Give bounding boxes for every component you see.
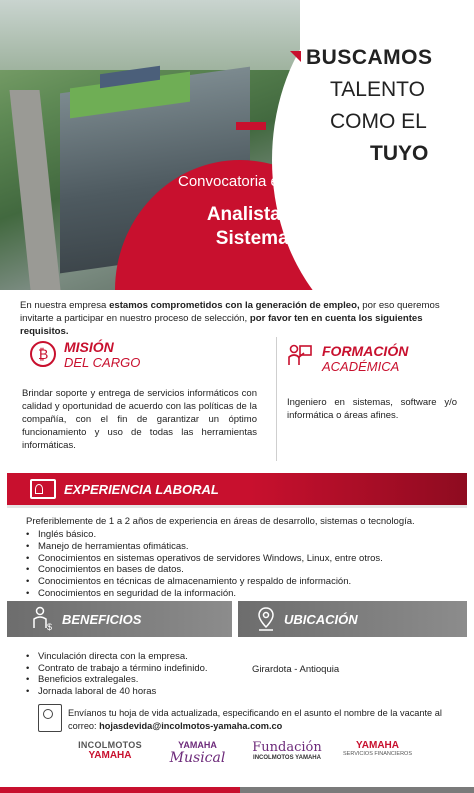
apply-email-link[interactable]: hojasdevida@incolmotos-yamaha.com.co [99, 720, 283, 731]
list-item: • Vinculación directa con la empresa. [26, 651, 208, 663]
list-item: • Beneficios extralegales. [26, 674, 208, 686]
column-divider [276, 337, 277, 461]
experience-list [26, 529, 383, 600]
headline-line-4: TUYO [370, 142, 429, 165]
formation-title-2: ACADÉMICA [322, 359, 400, 374]
benefits-list [26, 651, 208, 697]
money-person-icon [32, 606, 54, 632]
headline-line-3: COMO EL [330, 110, 427, 133]
sponsor-logos [0, 740, 474, 780]
intro-part-2: por eso queremos invitarte a participar en nuestro proceso de selección, [20, 300, 440, 324]
location-text: Girardota - Antioquia [252, 664, 340, 675]
mission-title-1: MISIÓN [64, 339, 114, 355]
experience-underline [7, 505, 467, 508]
list-item: • Conocimientos en seguridad de la información. [26, 588, 383, 600]
headline-line-2: TALENTO [330, 78, 425, 101]
intro-paragraph [20, 299, 450, 338]
resume-icon [38, 704, 62, 732]
footer-strip [0, 787, 474, 793]
svg-text:$: $ [47, 622, 53, 632]
intro-part-1: En nuestra empresa [20, 300, 110, 311]
mission-title-2: DEL CARGO [64, 355, 141, 370]
formation-text: Ingeniero en sistemas, software y/o informática o áreas afines. [287, 397, 457, 421]
experience-header-gradient [250, 473, 467, 505]
list-item: • Inglés básico. [26, 529, 383, 541]
headline-line-1: BUSCAMOS [306, 46, 433, 69]
incolmotos-yamaha-logo: INCOLMOTOS YAMAHA [78, 740, 142, 761]
experience-title: EXPERIENCIA LABORAL [64, 482, 219, 497]
role-title: Analista de Sistemas [206, 204, 309, 249]
presenter-icon [287, 343, 313, 369]
list-item: • Conocimientos en bases de datos. [26, 564, 383, 576]
apply-instructions [68, 707, 458, 732]
benefits-title: BENEFICIOS [62, 612, 142, 627]
headline [306, 46, 433, 166]
list-item: • Conocimientos en sistemas operativos de servidores Windows, Linux, entre otros. [26, 553, 383, 565]
id-card-icon [30, 479, 56, 499]
red-flag-icon [290, 51, 301, 62]
bitcoin-icon [30, 341, 56, 367]
intro-bold-2: por favor ten en cuenta los siguientes requisitos. [20, 313, 423, 337]
location-title: UBICACIÓN [284, 612, 358, 627]
intro-bold-1: estamos comprometidos con la generación de empleo, [109, 300, 360, 311]
list-item: • Manejo de herramientas ofimáticas. [26, 541, 383, 553]
list-item: • Contrato de trabajo a término indefinido. [26, 663, 208, 675]
apply-text: Envíanos tu hoja de vida actualizada, especificando en el asunto el nombre de la vacante al correo: [68, 708, 442, 731]
list-item: • Conocimientos en técnicas de almacenamiento y respaldo de información. [26, 576, 383, 588]
list-item: • Jornada laboral de 40 horas [26, 686, 208, 698]
fundacion-logo: Fundación INCOLMOTOS YAMAHA [252, 740, 322, 761]
mission-text: Brindar soporte y entrega de servicios informáticos con calidad y oportunidad de acuerdo con las políticas de la compañía, con el fin de garantizar un óptimo funcionamiento y uso de todas las herramientas informáticas. [22, 388, 257, 451]
call-type: Convocatoria externa [178, 173, 321, 190]
yamaha-musical-logo: YAMAHA Musical [169, 740, 226, 766]
map-pin-icon [256, 606, 276, 632]
yamaha-servicios-financieros-logo: YAMAHA SERVICIOS FINANCIEROS [343, 740, 412, 757]
formation-title-1: FORMACIÓN [322, 343, 409, 359]
experience-lead: Preferiblemente de 1 a 2 años de experiencia en áreas de desarrollo, sistemas o tecnología. [26, 516, 415, 527]
